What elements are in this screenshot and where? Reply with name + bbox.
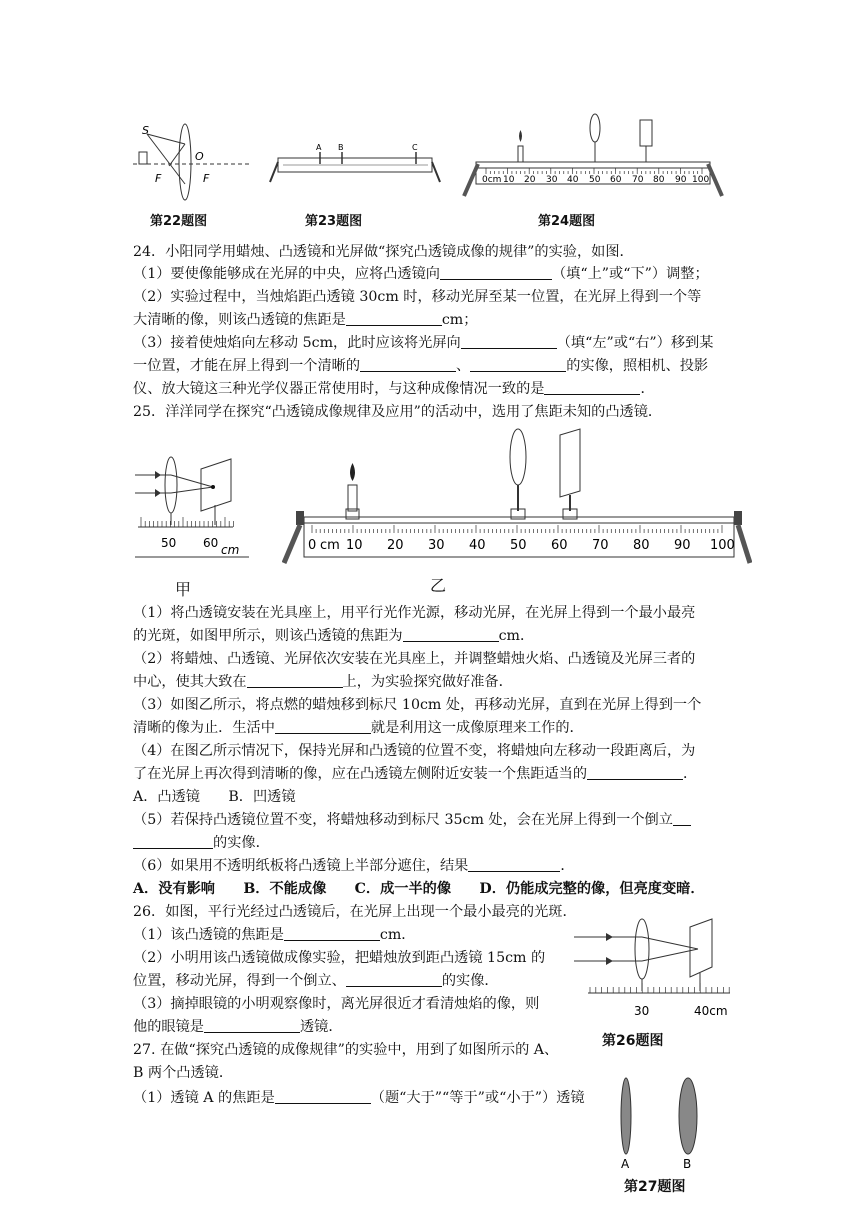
q24-blank-1[interactable] <box>440 265 552 280</box>
q25-p4-options: A．凸透镜 B．凹透镜 <box>133 789 296 805</box>
scale-label: 70 <box>592 538 609 553</box>
fig22-label-o: O <box>195 150 204 163</box>
lens-a-shape <box>621 1078 631 1154</box>
fig23-label-a: A <box>316 143 322 152</box>
fig25a-unit: cm <box>221 543 240 557</box>
figure-23-optical-bench <box>268 140 443 186</box>
figure-22-lens-diagram <box>133 122 253 202</box>
q24-blank-5[interactable] <box>470 357 566 372</box>
fig27-label-b: B <box>683 1157 692 1170</box>
q24-line-7: 仪、放大镜这三种光学仪器正常使用时，与这种成像情况一致的是 ． <box>133 381 655 397</box>
q26-blank-3[interactable] <box>204 1018 300 1033</box>
q26-line-2: （1）该凸透镜的焦距是 cm． <box>133 927 416 943</box>
q25-blank-5b[interactable] <box>133 834 213 849</box>
q24-blank-4[interactable] <box>360 357 456 372</box>
fig27-label-a: A <box>621 1157 630 1170</box>
scale-label: 0 <box>308 538 317 553</box>
q25-line-1: 25．洋洋同学在探究“凸透镜成像规律及应用”的活动中，选用了焦距未知的凸透镜． <box>133 404 663 420</box>
q26-blank-1[interactable] <box>284 926 380 941</box>
caption-figure-23: 第23题图 <box>305 214 363 229</box>
caption-figure-24: 第24题图 <box>538 214 596 229</box>
q25-blank-5a[interactable] <box>673 811 691 826</box>
fig22-label-s: S <box>142 124 149 137</box>
scale-label: 90 <box>674 538 691 553</box>
scale-label: 60 <box>610 175 622 185</box>
scale-label: 100 <box>692 175 710 185</box>
scale-label: 90 <box>675 175 687 185</box>
fig22-label-f-right: F <box>203 172 210 185</box>
q25-p1-line-1: （1）将凸透镜安装在光具座上，用平行光作光源，移动光屏，在光屏上得到一个最小最亮 <box>133 605 696 621</box>
figure-25-jia <box>133 455 251 560</box>
q25-p6-line-1: （6）如果用不透明纸板将凸透镜上半部分遮住，结果 ． <box>133 858 575 874</box>
scale-label: 10 <box>503 175 515 185</box>
q25-blank-3[interactable] <box>275 719 371 734</box>
fig23-label-b: B <box>338 143 344 152</box>
q27-line-1: 27. 在做“探究凸透镜的成像规律”的实验中，用到了如图所示的 A、 <box>133 1042 559 1058</box>
q26-line-4: 位置，移动光屏，得到一个倒立、 的实像． <box>133 973 499 989</box>
fig22-label-f-left: F <box>155 172 162 185</box>
scale-label: 20 <box>524 175 536 185</box>
q26-line-5: （3）摘掉眼镜的小明观察像时，离光屏很近才看清烛焰的像，则 <box>133 996 540 1012</box>
q27-line-3: （1）透镜 A 的焦距是 （题“大于”“等于”或“小于”）透镜 <box>133 1090 585 1106</box>
scale-label: 30 <box>428 538 445 553</box>
scale-label: 70 <box>632 175 644 185</box>
scale-label: 60 <box>551 538 568 553</box>
scale-label: 30 <box>546 175 558 185</box>
scale-label: 40 <box>469 538 486 553</box>
q26-blank-2[interactable] <box>346 972 442 987</box>
fig25b-scale <box>308 525 735 553</box>
q25-p3-line-2: 清晰的像为止．生活中 就是利用这一成像原理来工作的． <box>133 720 584 736</box>
q25-p4-line-1: （4）在图乙所示情况下，保持光屏和凸透镜的位置不变，将蜡烛向左移动一段距离后，为 <box>133 743 696 759</box>
q24-line-3: （2）实验过程中，当烛焰距凸透镜 30cm 时，移动光屏至某一位置，在光屏上得到一个等 <box>133 289 702 305</box>
fig25a-tick-60: 60 <box>203 536 219 550</box>
scale-label: 10 <box>346 538 363 553</box>
fig24-scale <box>482 168 709 185</box>
q25-p3-line-1: （3）如图乙所示，将点燃的蜡烛移到标尺 10cm 处，再移动光屏，直到在光屏上得到一个 <box>133 697 702 713</box>
fig25a-tick-50: 50 <box>161 536 177 550</box>
scale-label: 0cm <box>482 175 502 185</box>
q24-line-5: （3）接着使烛焰向左移动 5cm，此时应该将光屏向 （填“左”或“右”）移到某 <box>133 335 714 351</box>
fig26-tick-40cm: 40cm <box>694 1004 728 1018</box>
q25-p6-options: A．没有影响 B．不能成像 C．成一半的像 D．仍能成完整的像，但亮度变暗． <box>133 881 705 897</box>
q25-p2-line-1: （2）将蜡烛、凸透镜、光屏依次安装在光具座上，并调整蜡烛火焰、凸透镜及光屏三者的 <box>133 651 696 667</box>
scale-label: 50 <box>510 538 527 553</box>
scale-label: 20 <box>387 538 404 553</box>
q25-p1-line-2: 的光斑，如图甲所示，则该凸透镜的焦距为 cm． <box>133 628 535 644</box>
caption-figure-27: 第27题图 <box>624 1179 686 1195</box>
q25-blank-4[interactable] <box>587 765 683 780</box>
scale-label: 50 <box>589 175 601 185</box>
fig26-tick-30: 30 <box>634 1004 650 1018</box>
caption-yi: 乙 <box>430 576 447 595</box>
q24-blank-3[interactable] <box>461 334 557 349</box>
scale-label: 100 <box>710 538 735 553</box>
scale-label: 80 <box>653 175 665 185</box>
caption-jia: 甲 <box>175 580 192 599</box>
q26-line-3: （2）小明用该凸透镜做成像实验，把蜡烛放到距凸透镜 15cm 的 <box>133 950 546 966</box>
q27-line-2: B 两个凸透镜． <box>133 1065 234 1081</box>
q25-blank-1[interactable] <box>403 627 499 642</box>
q24-blank-2[interactable] <box>346 311 442 326</box>
caption-figure-22: 第22题图 <box>150 214 208 229</box>
q25-p4-line-2: 了在光屏上再次得到清晰的像，应在凸透镜左侧附近安装一个焦距适当的 ． <box>133 766 698 782</box>
figure-25-yi-optical-bench <box>282 425 752 565</box>
scale-label: 40 <box>567 175 579 185</box>
q24-line-2: （1）要使像能够成在光屏的中央，应将凸透镜向 （填“上”或“下”）调整； <box>133 266 709 282</box>
lens-b-shape <box>679 1078 697 1154</box>
q25-p2-line-2: 中心，使其大致在 上，为实验探究做好准备． <box>133 674 513 690</box>
q24-line-1: 24．小阳同学用蜡烛、凸透镜和光屏做“探究凸透镜成像的规律”的实验，如图． <box>133 244 634 260</box>
figure-26-lens-focus <box>570 915 736 1021</box>
q25-p5-line-1: （5）若保持凸透镜位置不变，将蜡烛移动到标尺 35cm 处，会在光屏上得到一个倒立 <box>133 810 733 830</box>
q26-line-1: 26．如图，平行光经过凸透镜后，在光屏上出现一个最小最亮的光斑． <box>133 904 577 920</box>
q25-p5-line-2: 的实像． <box>133 833 733 853</box>
scale-label: cm <box>320 538 340 553</box>
q24-line-4: 大清晰的像，则该凸透镜的焦距是 cm； <box>133 312 478 328</box>
q25-blank-6[interactable] <box>468 857 560 872</box>
caption-figure-26: 第26题图 <box>602 1033 664 1049</box>
q24-line-6: 一位置，才能在屏上得到一个清晰的 、 的实像，照相机、投影 <box>133 358 709 374</box>
q25-blank-2[interactable] <box>247 673 343 688</box>
scale-label: 80 <box>633 538 650 553</box>
figure-24-optical-bench <box>462 112 724 198</box>
figure-27-lenses <box>612 1070 712 1170</box>
fig23-label-c: C <box>412 143 418 152</box>
q24-blank-6[interactable] <box>544 380 640 395</box>
q27-blank-1[interactable] <box>275 1089 371 1104</box>
q26-line-6: 他的眼镜是 透镜． <box>133 1019 343 1035</box>
